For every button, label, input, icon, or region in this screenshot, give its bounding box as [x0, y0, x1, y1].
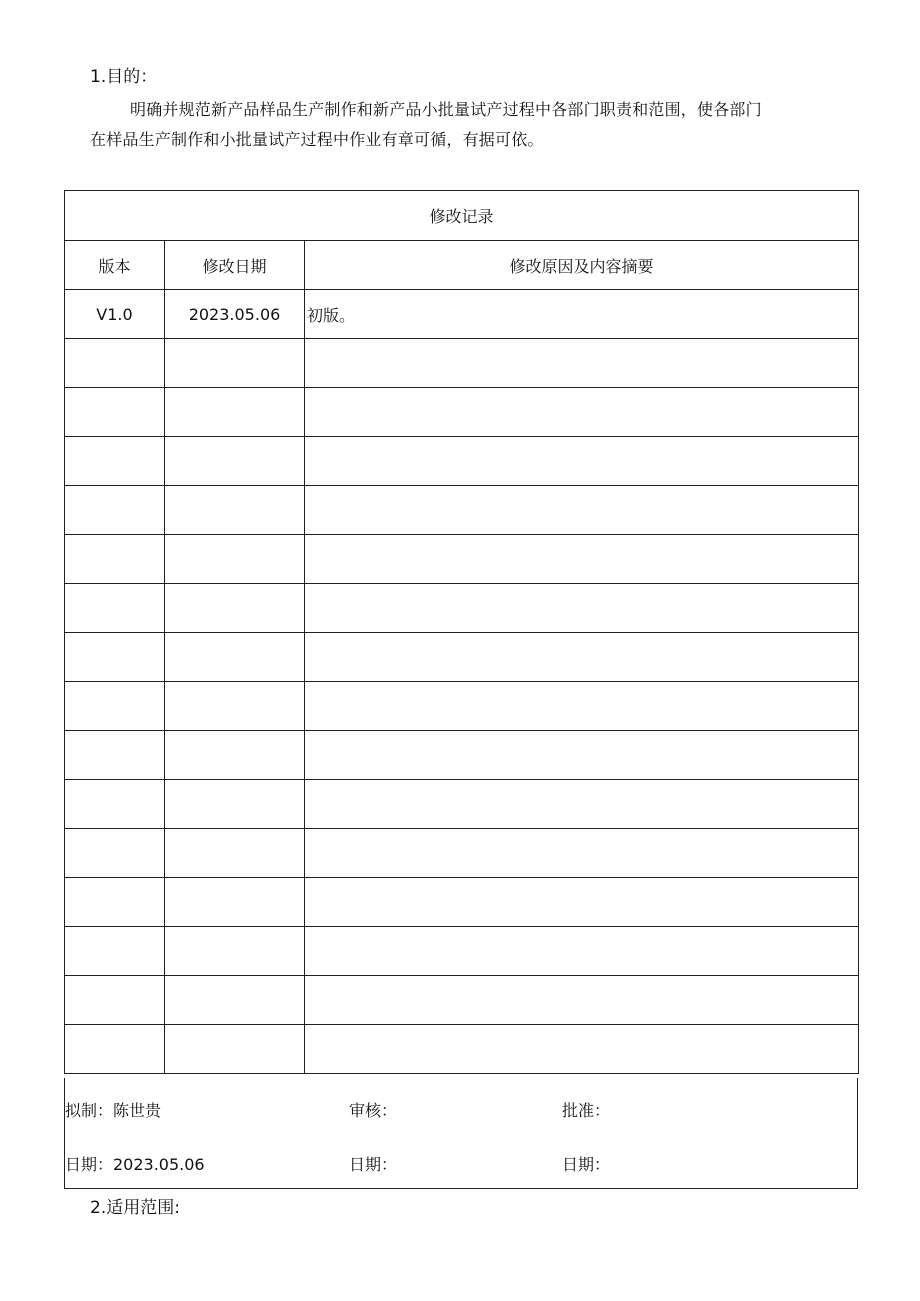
table-row — [65, 829, 859, 878]
cell-version — [65, 584, 165, 633]
cell-summary — [305, 927, 859, 976]
cell-version — [65, 731, 165, 780]
cell-version — [65, 437, 165, 486]
approver-date: 日期： — [562, 1155, 611, 1174]
cell-version — [65, 535, 165, 584]
revision-record-table — [64, 190, 859, 1074]
cell-summary: 初版。 — [305, 290, 859, 339]
table-row — [65, 290, 859, 339]
cell-version — [65, 927, 165, 976]
reviewer-label: 审核： — [349, 1101, 398, 1120]
drafter-date: 日期：2023.05.06 — [65, 1155, 205, 1174]
table-row — [65, 1025, 859, 1074]
approver-label: 批准： — [562, 1101, 611, 1120]
cell-date — [165, 780, 305, 829]
cell-date — [165, 829, 305, 878]
purpose-line-2: 在样品生产制作和小批量试产过程中作业有章可循，有据可依。 — [90, 130, 544, 149]
signoff-block — [64, 1078, 858, 1189]
cell-version — [65, 388, 165, 437]
table-row — [65, 633, 859, 682]
reviewer-date: 日期： — [349, 1155, 398, 1174]
table-row — [65, 486, 859, 535]
cell-date — [165, 486, 305, 535]
cell-date: 2023.05.06 — [165, 290, 305, 339]
cell-date — [165, 535, 305, 584]
cell-summary — [305, 780, 859, 829]
cell-summary — [305, 535, 859, 584]
cell-summary — [305, 829, 859, 878]
table-title-row — [65, 191, 859, 241]
cell-date — [165, 682, 305, 731]
cell-version: V1.0 — [65, 290, 165, 339]
cell-version — [65, 486, 165, 535]
cell-version — [65, 878, 165, 927]
table-title: 修改记录 — [65, 191, 859, 241]
cell-version — [65, 633, 165, 682]
cell-date — [165, 584, 305, 633]
purpose-paragraph — [90, 95, 848, 155]
cell-date — [165, 731, 305, 780]
table-header-row — [65, 241, 859, 290]
cell-summary — [305, 878, 859, 927]
cell-version — [65, 829, 165, 878]
cell-summary — [305, 731, 859, 780]
cell-date — [165, 878, 305, 927]
cell-version — [65, 780, 165, 829]
header-summary: 修改原因及内容摘要 — [305, 241, 859, 290]
cell-summary — [305, 339, 859, 388]
cell-summary — [305, 388, 859, 437]
section-2-heading: 2.适用范围: — [90, 1198, 180, 1218]
cell-version — [65, 1025, 165, 1074]
table-row — [65, 584, 859, 633]
table-row — [65, 388, 859, 437]
cell-date — [165, 927, 305, 976]
cell-date — [165, 633, 305, 682]
cell-summary — [305, 437, 859, 486]
table-row — [65, 682, 859, 731]
cell-summary — [305, 976, 859, 1025]
purpose-line-1: 明确并规范新产品样品生产制作和新产品小批量试产过程中各部门职责和范围，使各部门 — [130, 100, 762, 119]
cell-summary — [305, 584, 859, 633]
cell-version — [65, 976, 165, 1025]
section-1-heading: 1.目的： — [90, 67, 158, 87]
header-date: 修改日期 — [165, 241, 305, 290]
cell-summary — [305, 633, 859, 682]
cell-summary — [305, 1025, 859, 1074]
table-row — [65, 780, 859, 829]
table-row — [65, 535, 859, 584]
cell-date — [165, 339, 305, 388]
table-row — [65, 437, 859, 486]
table-row — [65, 339, 859, 388]
cell-date — [165, 437, 305, 486]
cell-date — [165, 1025, 305, 1074]
cell-date — [165, 976, 305, 1025]
cell-version — [65, 339, 165, 388]
cell-version — [65, 682, 165, 731]
cell-summary — [305, 486, 859, 535]
table-row — [65, 976, 859, 1025]
cell-date — [165, 388, 305, 437]
header-version: 版本 — [65, 241, 165, 290]
cell-summary — [305, 682, 859, 731]
table-row — [65, 927, 859, 976]
table-row — [65, 878, 859, 927]
table-row — [65, 731, 859, 780]
drafter-label: 拟制：陈世贵 — [65, 1101, 162, 1120]
